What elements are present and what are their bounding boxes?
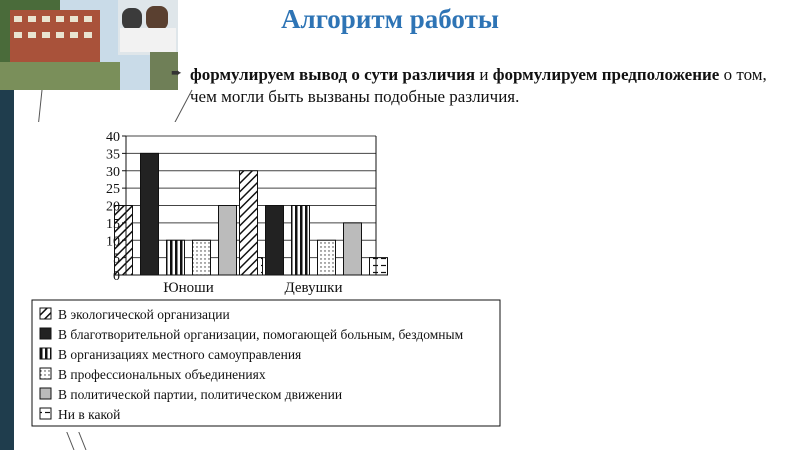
legend-label: В политической партии, политическом движении: [58, 387, 343, 402]
y-tick-label: 5: [113, 251, 120, 267]
bullet-text: [190, 64, 790, 108]
decorative-line-bottom: [64, 430, 104, 450]
y-tick-label: 35: [106, 147, 120, 163]
y-tick-label: 15: [106, 216, 120, 232]
chart-panel: [20, 122, 538, 432]
bar: [370, 258, 388, 275]
legend-label: В благотворительной организации, помогающей больным, бездомным: [58, 327, 464, 342]
bar: [167, 240, 185, 275]
legend-label: В экологической организации: [58, 307, 230, 322]
bar: [193, 240, 211, 275]
x-tick-label: Юноши: [163, 280, 214, 296]
x-tick-label: Девушки: [284, 280, 343, 296]
legend-label: В организациях местного самоуправления: [58, 347, 302, 362]
bullet-bold-1: формулируем вывод о сути различия: [190, 65, 476, 84]
bar: [219, 206, 237, 276]
legend-swatch: [40, 368, 51, 379]
bar: [292, 206, 310, 276]
legend-swatch: [40, 408, 51, 419]
bullet-conj: и: [475, 65, 493, 84]
bar: [318, 240, 336, 275]
bullet-bold-2: формулируем предположение: [492, 65, 720, 84]
bar: [240, 171, 258, 275]
y-tick-label: 10: [106, 234, 120, 250]
bar: [266, 206, 284, 276]
slide-title: Алгоритм работы: [281, 4, 499, 34]
sidebar-accent: [0, 90, 14, 450]
y-tick-label: 0: [113, 269, 120, 284]
legend-label: В профессиональных объединениях: [58, 367, 266, 382]
bar-chart: [20, 122, 538, 432]
y-tick-label: 30: [106, 164, 120, 180]
legend-swatch: [40, 348, 51, 359]
school-photo-icon: [0, 0, 178, 90]
bar: [344, 223, 362, 275]
arrow-bullet-icon: ➨: [171, 66, 182, 81]
y-tick-label: 20: [106, 199, 120, 215]
bullet-rest: о том, чем могли быть вызваны подобные различия.: [190, 65, 767, 106]
legend-swatch: [40, 388, 51, 399]
school-photo: [0, 0, 178, 90]
y-tick-label: 25: [106, 182, 120, 198]
legend-swatch: [40, 328, 51, 339]
legend-label: Ни в какой: [58, 407, 121, 422]
y-tick-label: 40: [106, 130, 120, 145]
legend-swatch: [40, 308, 51, 319]
bar: [141, 153, 159, 275]
